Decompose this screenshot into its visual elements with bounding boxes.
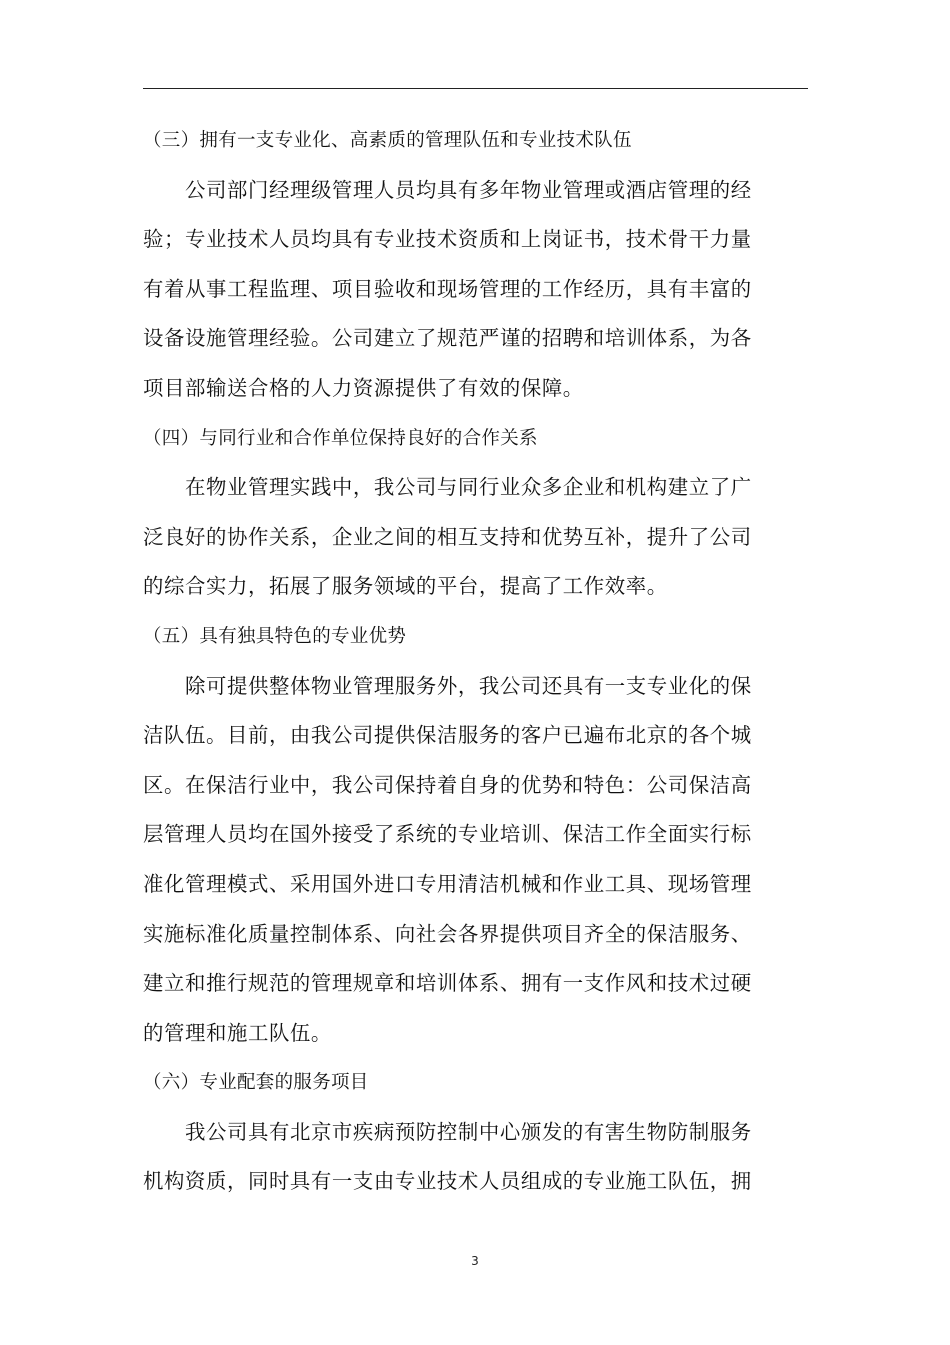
paragraph-line: 机构资质，同时具有一支由专业技术人员组成的专业施工队伍，拥 [143,1169,752,1194]
paragraph-line: 除可提供整体物业管理服务外，我公司还具有一支专业化的保 [185,673,752,698]
paragraph-line: 项目部输送合格的人力资源提供了有效的保障。 [143,375,584,400]
paragraph-line: 区。在保洁行业中，我公司保持着自身的优势和特色：公司保洁高 [143,772,752,797]
paragraph-line: 我公司具有北京市疾病预防控制中心颁发的有害生物防制服务 [185,1119,752,1144]
paragraph-line: 洁队伍。目前，由我公司提供保洁服务的客户已遍布北京的各个城 [143,723,752,748]
paragraph-line: 泛良好的协作关系，企业之间的相互支持和优势互补，提升了公司 [143,524,752,549]
paragraph-line: 公司部门经理级管理人员均具有多年物业管理或酒店管理的经 [185,177,752,202]
paragraph-line: 实施标准化质量控制体系、向社会各界提供项目齐全的保洁服务、 [143,921,752,946]
paragraph-line: 验；专业技术人员均具有专业技术资质和上岗证书，技术骨干力量 [143,227,752,252]
section-heading-5: （五）具有独具特色的专业优势 [143,625,407,647]
paragraph-line: 准化管理模式、采用国外进口专用清洁机械和作业工具、现场管理 [143,871,752,896]
section-heading-3: （三）拥有一支专业化、高素质的管理队伍和专业技术队伍 [143,130,632,151]
header-rule [143,88,808,89]
page-number: 3 [471,1254,479,1268]
paragraph-line: 有着从事工程监理、项目验收和现场管理的工作经历，具有丰富的 [143,276,752,301]
paragraph-line: 建立和推行规范的管理规章和培训体系、拥有一支作风和技术过硬 [143,971,752,996]
section-heading-4: （四）与同行业和合作单位保持良好的合作关系 [143,427,538,449]
paragraph-line: 在物业管理实践中，我公司与同行业众多企业和机构建立了广 [185,475,752,500]
paragraph-line: 层管理人员均在国外接受了系统的专业培训、保洁工作全面实行标 [143,822,752,847]
document-body [143,116,808,1207]
paragraph-line: 的综合实力，拓展了服务领域的平台，提高了工作效率。 [143,574,668,599]
section-heading-6: （六）专业配套的服务项目 [143,1072,369,1094]
paragraph-line: 设备设施管理经验。公司建立了规范严谨的招聘和培训体系，为各 [143,326,752,351]
paragraph-line: 的管理和施工队伍。 [143,1020,332,1045]
